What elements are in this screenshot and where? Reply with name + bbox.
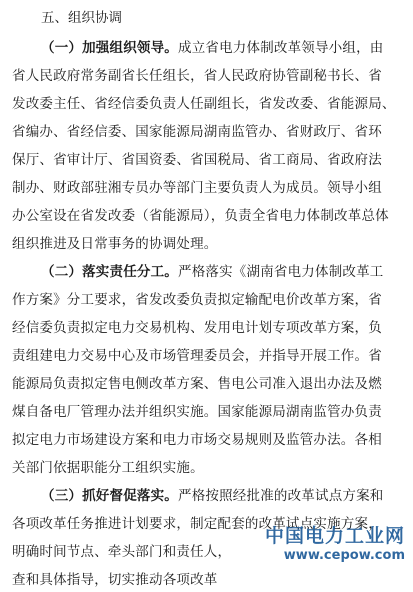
paragraph-2-line-5: 能源局负责拟定售电侧改革方案、售电公司准入退出办法及燃 bbox=[12, 376, 382, 392]
paragraph-1-line-7: 办公室设在省发改委（省能源局），负责全省电力体制改革总体 bbox=[12, 208, 389, 224]
paragraph-1-lead: （一）加强组织领导。 bbox=[41, 40, 178, 56]
paragraph-1-line-3: 发改委主任、省经信委负责人任副组长，省发改委、省能源局、 bbox=[12, 96, 396, 112]
paragraph-2-line-3: 经信委负责拟定电力交易机构、发用电计划专项改革方案，负 bbox=[12, 320, 382, 336]
paragraph-1-line-5: 保厅、省审计厅、省国资委、省国税局、省工商局、省政府法 bbox=[12, 152, 382, 168]
paragraph-2-line-6: 煤自备电厂管理办法并组织实施。国家能源局湖南监管办负责 bbox=[12, 404, 382, 420]
paragraph-3-line-1 bbox=[41, 486, 402, 506]
paragraph-3-line-2: 各项改革任务推进计划要求，制定配套的改革试点实施方案， bbox=[12, 516, 382, 532]
paragraph-1-line-6: 制办、财政部驻湘专员办等部门主要负责人为成员。领导小组 bbox=[12, 180, 382, 196]
paragraph-1-line-2: 省人民政府常务副省长任组长，省人民政府协管副秘书长、省 bbox=[12, 68, 382, 84]
paragraph-2-line-8: 关部门依据职能分工组织实施。 bbox=[12, 460, 204, 476]
paragraph-3-lead: （三）抓好督促落实。 bbox=[41, 488, 178, 504]
watermark-title: 中国电力工业网 bbox=[264, 525, 405, 547]
paragraph-2-text: 严格落实《湖南省电力体制改革工 bbox=[178, 264, 384, 280]
paragraph-2-line-4: 责组建电力交易中心及市场管理委员会，并指导开展工作。省 bbox=[12, 348, 382, 364]
watermark bbox=[235, 524, 405, 564]
paragraph-1-line-4: 省编办、省经信委、国家能源局湖南监管办、省财政厅、省环 bbox=[12, 124, 382, 140]
paragraph-2-line-1 bbox=[41, 262, 402, 282]
paragraph-1-line-1 bbox=[41, 38, 402, 58]
paragraph-2-line-2: 作方案》分工要求，省发改委负责拟定输配电价改革方案，省 bbox=[12, 292, 382, 308]
paragraph-3-line-4: 查和具体指导，切实推动各项改革 bbox=[12, 572, 218, 588]
paragraph-3-text: 严格按照经批准的改革试点方案和 bbox=[178, 488, 384, 504]
paragraph-2-lead: （二）落实责任分工。 bbox=[41, 264, 178, 280]
section-heading: 五、组织协调 bbox=[41, 10, 122, 26]
paragraph-1-line-8: 组织推进及日常事务的协调处理。 bbox=[12, 236, 218, 252]
paragraph-2-line-7: 拟定电力市场建设方案和电力市场交易规则及监管办法。各相 bbox=[12, 432, 382, 448]
watermark-url: www.cepow.com bbox=[283, 548, 405, 563]
paragraph-1-text: 成立省电力体制改革领导小组，由 bbox=[178, 40, 384, 56]
paragraph-3-line-3: 明确时间节点、牵头部门和责任人， bbox=[12, 544, 232, 560]
